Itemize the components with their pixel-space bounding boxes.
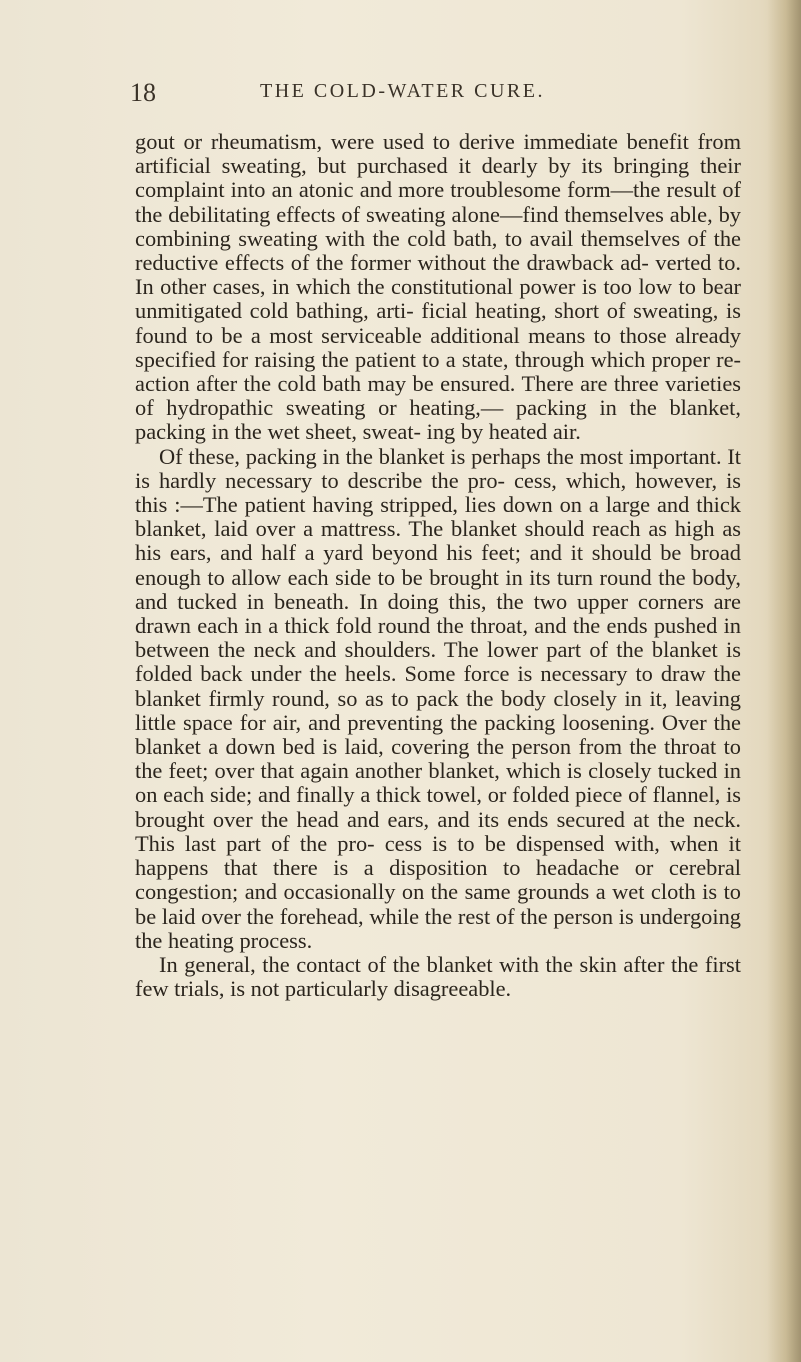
running-head: THE COLD-WATER CURE. [260,80,545,102]
paragraph-in-general: In general, the contact of the blanket with the skin after the first few trials, is not particularly disagreeable. [135,951,741,1002]
body-text [135,130,741,1001]
page-number: 18 [130,78,156,107]
paragraph-blanket-packing: Of these, packing in the blanket is perhaps the most important. It is hardly necessary to describe the pro- cess, which, however, is this :—The patient having stripped, lies down on a large and thick blanket, laid over a mattress. The blanket should reach as high as his ears, and half a yard beyond his feet; and it should be broad enough to allow each side to be brought in its turn round the body, and tucked in beneath. In doing this, the two upper corners are drawn each in a thick fold round the throat, and the ends pushed in between the neck and shoulders. The lower part of the blanket is folded back under the heels. Some force is necessary to draw the blanket firmly round, so as to pack the body closely in it, leaving little space for air, and preventing the packing loosening. Over the blanket a down bed is laid, covering the person from the throat to the feet; over that again another blanket, which is closely tucked in on each side; and finally a thick towel, or folded piece of flannel, is brought over the head and ears, and its ends secured at the neck. This last part of the pro- cess is to be dispensed with, when it happens that there is a disposition to headache or cerebral congestion; and occasionally on the same grounds a wet cloth is to be laid over the forehead, while the rest of the person is undergoing the heating process. [135,443,741,953]
paragraph-continued: gout or rheumatism, were used to derive immediate benefit from artificial sweating, but purchased it dearly by its bringing their complaint into an atonic and more troublesome form—the result of the debilitating effects of sweating alone—find themselves able, by combining sweating with the cold bath, to avail themselves of the reductive effects of the former without the drawback ad- verted to. In other cases, in which the constitutional power is too low to bear unmitigated cold bathing, arti- ficial heating, short of sweating, is found to be a most serviceable additional means to those already specified for raising the patient to a state, through which proper re-action after the cold bath may be ensured. There are three varieties of hydropathic sweating or heating,— packing in the blanket, packing in the wet sheet, sweat- ing by heated air. [135,129,741,445]
page-header [130,78,750,108]
page-edge-shadow [767,0,801,1362]
